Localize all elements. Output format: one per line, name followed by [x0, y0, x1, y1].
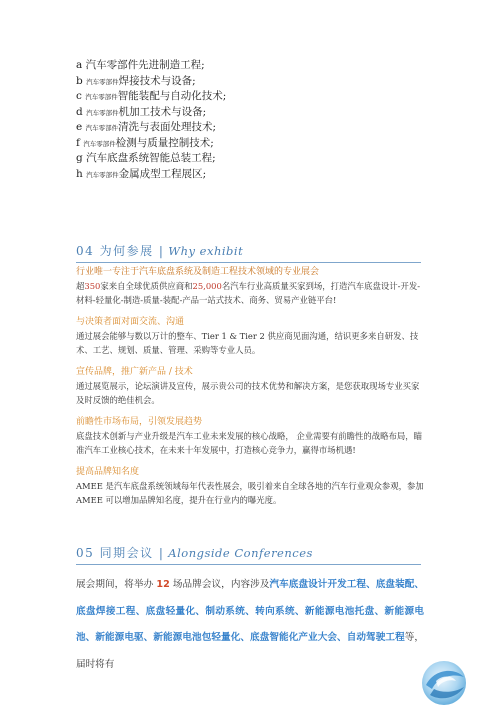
- exhibit-item: e 汽车零部件清洗与表面处理技术;: [76, 121, 217, 133]
- benefit-title: 宣传品牌，推广新产品 / 技术: [76, 367, 193, 377]
- exhibit-item: a 汽车零部件先进制造工程;: [76, 59, 205, 71]
- globe-swirl-logo-icon: [416, 655, 472, 707]
- benefit-body: 底盘技术创新与产业升级是汽车工业未来发展的核心战略， 企业需要有前瞻性的战略布局，瞄准汽车工业核心技术，在未来十年发展中，打造核心竞争力，赢得市场机遇!: [76, 431, 423, 455]
- section-heading-why-exhibit: [76, 242, 421, 263]
- benefit-block: [76, 316, 426, 357]
- benefit-body: 通过展览展示，论坛演讲及宣传，展示贵公司的技术优势和解决方案，是您获取现场专业买家及时反馈的绝佳机会。: [76, 381, 420, 405]
- exhibit-item: h 汽车零部件金属成型工程展区;: [76, 167, 207, 180]
- benefit-block: [76, 466, 426, 507]
- buyer-count: 25,000: [192, 281, 222, 291]
- benefit-title: 提高品牌知名度: [76, 467, 140, 477]
- benefit-body: 通过展会能够与数以万计的整车、Tier 1 & Tier 2 供应商见面沟通，结识更多来自研发、技术、工艺、规划、质量、管理、采购等专业人员。: [76, 331, 419, 355]
- intro-block: [76, 266, 426, 307]
- exhibit-item: f 汽车零部件检测与质量控制技术;: [76, 136, 214, 149]
- section-number-title: 05 同期会议: [76, 546, 154, 560]
- exhibit-list: [76, 58, 436, 182]
- section-heading-conferences: [76, 544, 421, 565]
- exhibit-item: b 汽车零部件焊接技术与设备;: [76, 74, 196, 87]
- section-english-title: Why exhibit: [168, 244, 244, 258]
- section-number-title: 04 为何参展: [76, 244, 154, 258]
- exhibit-item: c 汽车零部件智能装配与自动化技术;: [76, 90, 227, 102]
- exhibit-item: d 汽车零部件机加工技术与设备;: [76, 105, 207, 118]
- benefit-block: [76, 416, 426, 457]
- benefit-block: [76, 366, 426, 407]
- conference-topics: 汽车底盘设计开发工程、底盘装配、底盘焊接工程、底盘轻量化、制动系统、转向系统、新能源电池托盘、新能源电池、新能源电驱、新能源电池包轻量化、底盘智能化产业大会、自动驾驶工程: [76, 579, 424, 643]
- intro-body: 超350家来自全球优质供应商和25,000名汽车行业高质量买家到场，打造汽车底盘设计-开发-材料-轻量化-制造-质量-装配-产品一站式技术、商务、贸易产业链平台!: [76, 281, 421, 305]
- benefit-body: AMEE 是汽车底盘系统领域每年代表性展会，吸引着来自全球各地的汽车行业观众参观，参加 AMEE 可以增加品牌知名度，提升在行业内的曝光度。: [76, 481, 424, 505]
- conferences-paragraph: 展会期间，将举办 12 场品牌会议，内容涉及汽车底盘设计开发工程、底盘装配、底盘焊接工程、底盘轻量化、制动系统、转向系统、新能源电池托盘、新能源电池、新能源电驱、新能源电池包轻量化、底盘智能化产业大会、自动驾驶工程等，届时将有: [76, 579, 425, 670]
- intro-title: 行业唯一专注于汽车底盘系统及制造工程技术领域的专业展会: [76, 267, 320, 277]
- section-divider: |: [158, 244, 163, 258]
- benefit-title: 与决策者面对面交流、沟通: [76, 317, 185, 327]
- why-exhibit-content: [76, 266, 426, 516]
- benefit-title: 前瞻性市场布局，引领发展趋势: [76, 417, 203, 427]
- conference-count: 12: [156, 579, 170, 590]
- conferences-content: [76, 572, 424, 678]
- exhibit-item: g 汽车底盘系统智能总装工程;: [76, 152, 216, 164]
- supplier-count: 350: [84, 281, 101, 291]
- section-divider: |: [158, 546, 163, 560]
- section-english-title: Alongside Conferences: [168, 546, 313, 560]
